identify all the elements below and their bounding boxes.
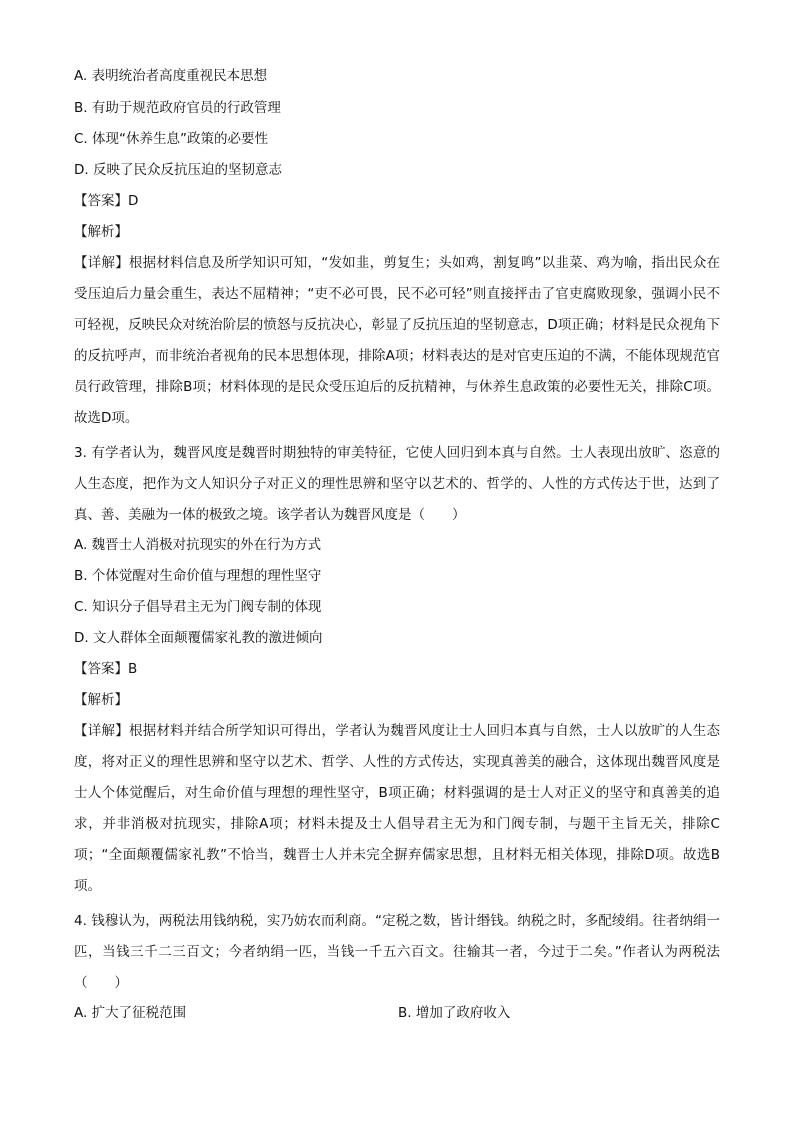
q3-option-d: D. 文人群体全面颠覆儒家礼教的激进倾向 [74,630,323,646]
q2-option-a: A. 表明统治者高度重视民本思想 [74,68,268,84]
q2-option-d: D. 反映了民众反抗压迫的坚韧意志 [74,162,282,178]
q2-answer: 【答案】D [74,193,139,209]
q2-detail: 【详解】根据材料信息及所学知识可知，“发如韭，剪复生；头如鸡，割复鸣”以韭菜、鸡为喻，指出民众在受压迫后力量会重生，表达不屈精神；“吏不必可畏，民不必可轻”则直接抨击了官吏腐败现象，强调小民不可轻视，反映民众对统治阶层的愤怒与反抗决心，彰显了反抗压迫的坚韧意志，D项正确；材料是民众视角下的反抗呼声，而非统治者视角的民本思想体现，排除A项；材料表达的是对官吏压迫的不满，不能体现规范官员行政管理，排除B项；材料体现的是民众受压迫后的反抗精神，与休养生息政策的必要性无关，排除C项。故选D项。 [74,255,720,426]
q3-option-a: A. 魏晋士人消极对抗现实的外在行为方式 [74,537,322,553]
q4-stem: 4. 钱穆认为，两税法用钱纳税，实乃妨农而利商。“定税之数，皆计缗钱。纳税之时，多配绫绢。往者纳绢一匹，当钱三千二三百文；今者纳绢一匹，当钱一千五六百文。往输其一者，今过于二矣。”作者认为两税法（ ） [74,913,720,991]
q2-option-b: B. 有助于规范政府官员的行政管理 [74,100,281,116]
q4-option-a: A. 扩大了征税范围 [74,1005,187,1021]
q3-option-c: C. 知识分子倡导君主无为门阀专制的体现 [74,599,322,615]
q2-option-c: C. 体现“休养生息”政策的必要性 [74,131,268,147]
q4-option-b: B. 增加了政府收入 [398,1005,511,1021]
q3-answer: 【答案】B [74,661,138,677]
q3-detail: 【详解】根据材料并结合所学知识可得出，学者认为魏晋风度让士人回归本真与自然，士人以放旷的人生态度，将对正义的理性思辨和坚守以艺术、哲学、人性的方式传达，实现真善美的融合，这体现出魏晋风度是士人个体觉醒后，对生命价值与理想的理性坚守，B项正确；材料强调的是士人对正义的坚守和真善美的追求，并非消极对抗现实，排除A项；材料未提及士人倡导君主无为和门阀专制，与题干主旨无关，排除C项；“全面颠覆儒家礼教”不恰当，魏晋士人并未完全摒弃儒家思想，且材料无相关体现，排除D项。故选B项。 [74,723,720,894]
q3-stem: 3. 有学者认为，魏晋风度是魏晋时期独特的审美特征，它使人回归到本真与自然。士人表现出放旷、恣意的人生态度，把作为文人知识分子对正义的理性思辨和坚守以艺术的、哲学的、人性的方式传达于世，达到了真、善、美融为一体的极致之境。该学者认为魏晋风度是（ ） [74,445,720,523]
q2-analysis-label: 【解析】 [74,224,128,240]
q3-option-b: B. 个体觉醒对生命价值与理想的理性坚守 [74,568,322,584]
q3-analysis-label: 【解析】 [74,692,128,708]
